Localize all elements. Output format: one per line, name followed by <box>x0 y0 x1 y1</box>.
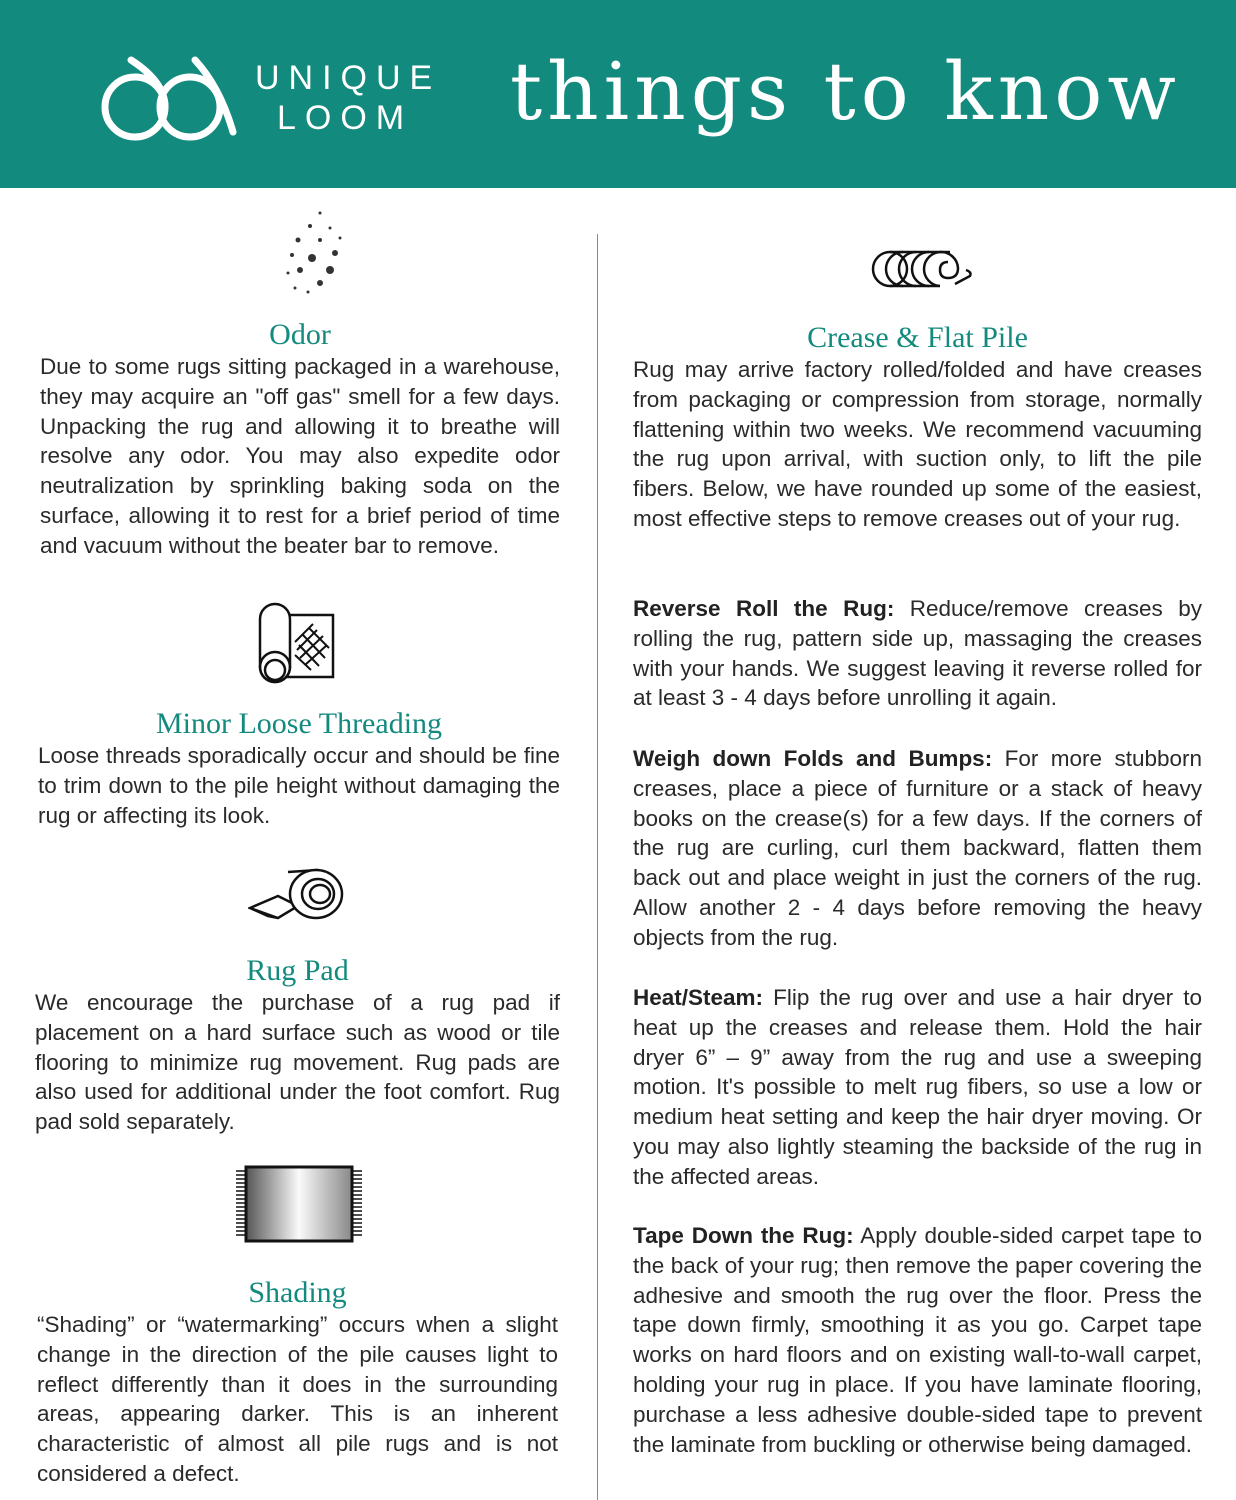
section-heading: Crease & Flat Pile <box>807 321 1028 354</box>
step-text: Apply double-sided carpet tape to the back of your rug; then remove the paper covering the adhesive and smooth the rug over the floor. Press the tape down firmly, smoothing it as you go. Carpet tape works on hard floors and on existing wall-to-wall carpet, holding your rug in place. If you have laminate flooring, purchase a less adhesive double-sided tape to prevent the laminate from buckling or otherwise being damaged. <box>633 1223 1202 1457</box>
rolled-rug-icon <box>870 248 974 290</box>
page-title: things to know <box>510 45 1181 138</box>
section-heading: Odor <box>269 318 331 351</box>
step-reverse-roll <box>633 594 1202 713</box>
rug-thread-icon <box>255 600 337 686</box>
section-text: Due to some rugs sitting packaged in a warehouse, they may acquire an "off gas" smell for a few days. Unpacking the rug and allowing it to breathe will resolve any odor. You may also expedite odor neutralization by sprinkling baking soda on the surface, allowing it to rest for a brief period of time and vacuum without the beater bar to remove. <box>40 354 560 558</box>
section-heading: Minor Loose Threading <box>155 707 443 740</box>
step-title: Reverse Roll the Rug: <box>633 596 895 621</box>
odor-dots-icon <box>280 208 350 298</box>
section-odor <box>40 318 560 561</box>
section-heading: Shading <box>248 1276 347 1309</box>
rolled-pad-icon <box>248 866 344 924</box>
step-text: For more stubborn creases, place a piece of furniture or a stack of heavy books on the crease(s) for a few days. If the corners of the rug are curling, curl them backward, flatten them back out and place weight in just the corners of the rug. Allow another 2 - 4 days before removing the heavy objects from the rug. <box>633 746 1202 950</box>
step-heat-steam <box>633 983 1202 1192</box>
section-intro-text: Rug may arrive factory rolled/folded and have creases from packaging or compression from storage, normally flattening within two weeks. We recommend vacuuming the rug upon arrival, with suction only, to lift the pile fibers. Below, we have rounded up some of the easiest, most effective steps to remove creases out of your rug. <box>633 357 1202 531</box>
step-title: Tape Down the Rug: <box>633 1223 854 1248</box>
section-heading: Rug Pad <box>246 954 349 987</box>
unique-loom-logo-icon <box>95 52 240 142</box>
section-text: Loose threads sporadically occur and should be fine to trim down to the pile height without damaging the rug or affecting its look. <box>38 743 560 828</box>
step-tape-down <box>633 1221 1202 1459</box>
section-crease-flat-pile <box>633 321 1202 534</box>
brand-line-1: UNIQUE <box>255 59 442 97</box>
fringed-rug-icon <box>234 1165 364 1243</box>
section-shading <box>37 1276 558 1489</box>
step-title: Weigh down Folds and Bumps: <box>633 746 993 771</box>
header-banner <box>0 0 1236 188</box>
step-weigh-down <box>633 744 1202 953</box>
section-text: “Shading” or “watermarking” occurs when a slight change in the direction of the pile causes light to reflect differently than it does in the surrounding areas, appearing darker. This is an inherent characteristic of almost all pile rugs and is not considered a defect. <box>37 1312 558 1486</box>
section-text: We encourage the purchase of a rug pad if placement on a hard surface such as wood or tile flooring to minimize rug movement. Rug pads are also used for additional under the foot comfort. Rug pad sold separately. <box>35 990 560 1135</box>
step-title: Heat/Steam: <box>633 985 764 1010</box>
brand-line-2: LOOM <box>277 99 414 137</box>
column-divider <box>597 234 598 1500</box>
section-rug-pad <box>35 954 560 1137</box>
section-loose-threading <box>38 707 560 830</box>
step-text: Reduce/remove creases by rolling the rug, pattern side up, massaging the creases with your hands. We suggest leaving it reverse rolled for at least 3 - 4 days before unrolling it again. <box>633 596 1202 711</box>
brand-name <box>255 58 441 138</box>
step-text: Flip the rug over and use a hair dryer to heat up the creases and release them. Hold the hair dryer 6” – 9” away from the rug and use a sweeping motion. It's possible to melt rug fibers, so use a low or medium heat setting and keep the hair dryer moving. Or you may also lightly steaming the backside of the rug in the affected areas. <box>633 985 1202 1189</box>
